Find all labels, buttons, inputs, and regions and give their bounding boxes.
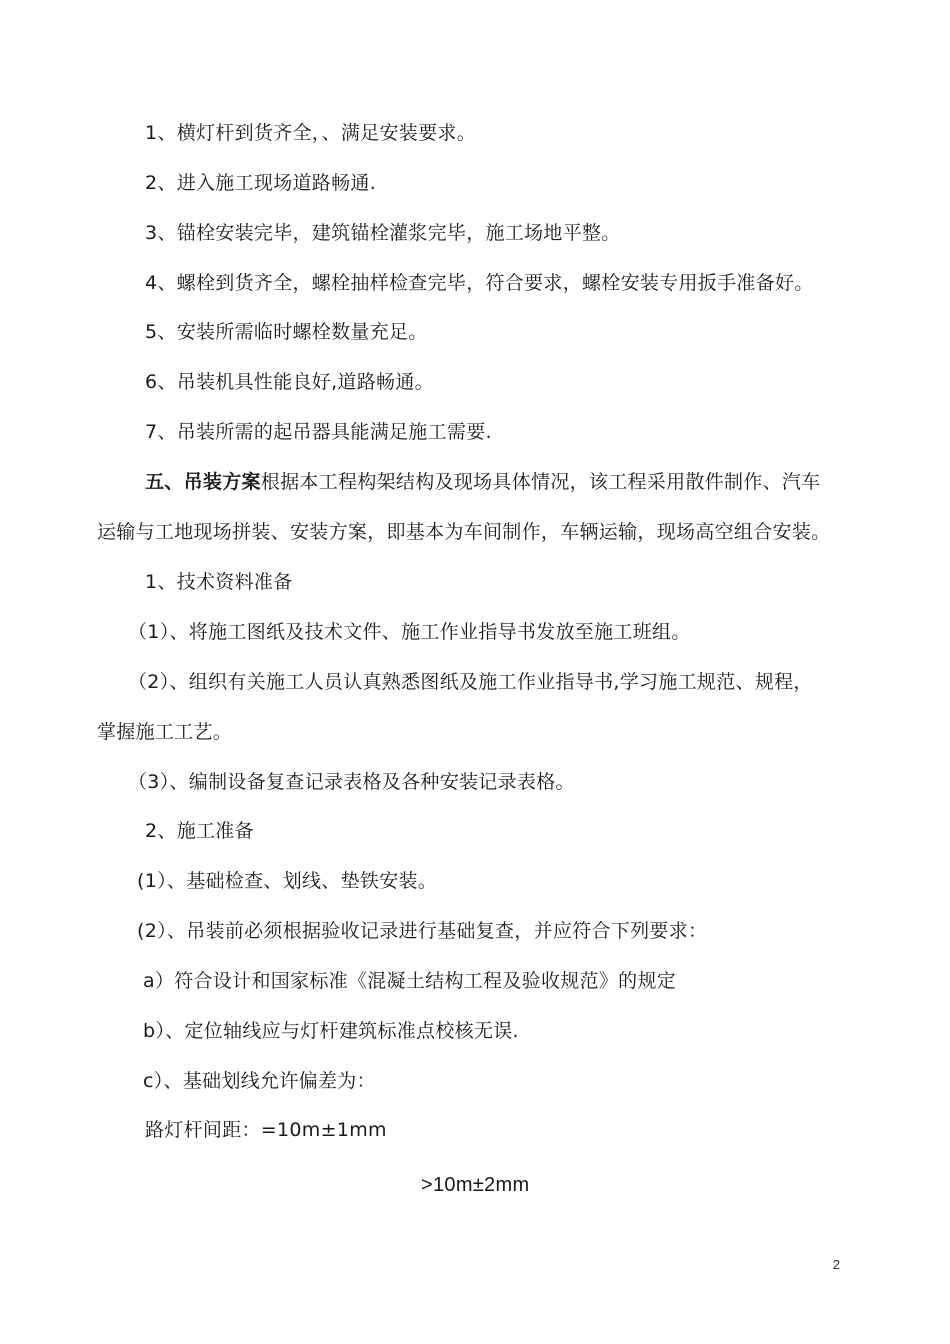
section-intro-text: 根据本工程构架结构及现场具体情况，该工程采用散件制作、汽车 [260,471,821,493]
requirement-c: c）、基础划线允许偏差为： [143,1070,376,1092]
prereq-item-4: 4、螺栓到货齐全，螺栓抽样检查完毕，符合要求，螺栓安装专用扳手准备好。 [145,272,814,294]
section-paragraph-first-line [145,469,821,495]
page-number: 2 [832,1257,840,1272]
tech-item-2: （2）、组织有关施工人员认真熟悉图纸及施工作业指导书,学习施工规范、规程， [128,671,813,693]
requirement-a: a）符合设计和国家标准《混凝土结构工程及验收规范》的规定 [143,970,677,992]
prereq-item-2: 2、进入施工现场道路畅通. [145,172,377,194]
tech-item-1: （1）、将施工图纸及技术文件、施工作业指导书发放至施工班组。 [128,621,691,643]
prereq-item-6: 6、吊装机具性能良好,道路畅通。 [145,371,434,393]
section-paragraph-second-line: 运输与工地现场拼装、安装方案，即基本为车间制作，车辆运输，现场高空组合安装。 [97,521,831,543]
tolerance-line-2: >10m±2mm [421,1174,530,1196]
prereq-item-5: 5、安装所需临时螺栓数量充足。 [145,321,428,343]
prereq-item-3: 3、锚栓安装完毕，建筑锚栓灌浆完毕，施工场地平整。 [145,222,621,244]
prep-item-2: (2）、吊装前必须根据验收记录进行基础复查，并应符合下列要求： [137,920,708,942]
prereq-item-1: 1、横灯杆到货齐全，、满足安装要求。 [145,122,476,144]
section-heading: 五、吊装方案 [145,471,261,493]
tech-item-3: （3）、编制设备复查记录表格及各种安装记录表格。 [128,771,575,793]
subsection-title-2: 2、施工准备 [145,820,254,842]
tech-item-2-continued: 掌握施工工艺。 [97,721,233,743]
requirement-b: b）、定位轴线应与灯杆建筑标准点校核无误. [143,1020,519,1042]
prep-item-1: (1）、基础检查、划线、垫铁安装。 [137,870,438,892]
tolerance-line-1: 路灯杆间距：=10m±1mm [145,1119,387,1141]
prereq-item-7: 7、吊装所需的起吊器具能满足施工需要. [145,421,492,443]
subsection-title-1: 1、技术资料准备 [145,571,293,593]
